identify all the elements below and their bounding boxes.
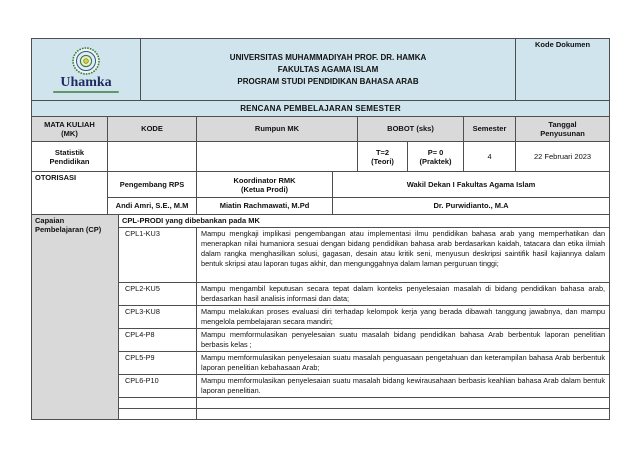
cpl-prodi-header-cell: CPL-PRODI yang dibebankan pada MK [119, 215, 610, 228]
course-kode-cell [108, 142, 197, 172]
cpl-code: CPL2-KU5 [119, 283, 197, 306]
col-header-bobot: BOBOT (sks) [358, 117, 464, 142]
cpl-code: CPL5-P9 [119, 352, 197, 375]
course-rumpun-cell [197, 142, 358, 172]
otorisasi-names-row [32, 198, 610, 215]
section-title: RENCANA PEMBELAJARAN SEMESTER [32, 101, 610, 117]
cpl-row [32, 283, 610, 306]
logo-cell [32, 39, 141, 101]
otorisasi-header-row [32, 172, 610, 198]
bobot-teori-cell: T=2 (Teori) [358, 142, 408, 172]
cpl-description: Mampu memformulasikan penyelesaian suatu masalah bidang pendidikan bahasa Arab berbentuk laporan penelitian berbasis kelas ; [197, 329, 610, 352]
col-header-mata-kuliah: MATA KULIAH (MK) [32, 117, 108, 142]
university-name: UNIVERSITAS MUHAMMADIYAH PROF. DR. HAMKA [229, 52, 427, 62]
university-title-cell [141, 39, 516, 101]
cpl-description: Mampu melakukan proses evaluasi diri terhadap kelompok kerja yang berada dibawah tanggung jawabnya, dan mampu mengelola pembelajaran secara mandiri; [197, 306, 610, 329]
bobot-praktek-cell: P= 0 (Praktek) [408, 142, 464, 172]
section-title-row [32, 101, 610, 117]
cpl-description: Mampu memformulasikan penyelesaian suatu masalah penguasaan pengetahuan dan keterampilan bahasa Arab berbentuk laporan penelitian kebahasaan Arab; [197, 352, 610, 375]
semester-value-cell: 4 [464, 142, 516, 172]
pengembang-name-cell: Andi Amri, S.E., M.M [108, 198, 197, 215]
cpl-code: CPL1-KU3 [119, 228, 197, 283]
empty-row [32, 398, 610, 409]
empty-code-cell [119, 409, 197, 420]
col-header-kode: KODE [108, 117, 197, 142]
cpl-row [32, 375, 610, 398]
cpl-description: Mampu mengambil keputusan secara tepat dalam konteks penyelesaian masalah di bidang pendidikan bahasa arab, berdasarkan hasil analisis informasi dan data; [197, 283, 610, 306]
capaian-label-cell: Capaian Pembelajaran (CP) [32, 215, 119, 420]
cpl-description: Mampu memformulasikan penyelesaian suatu masalah bidang kewirausahaan berbasis keahlian bahasa Arab dalam bentuk laporan penelitian. [197, 375, 610, 398]
cpl-row [32, 306, 610, 329]
empty-text-cell [197, 398, 610, 409]
rps-table [31, 38, 610, 420]
empty-row [32, 409, 610, 420]
course-header-row [32, 117, 610, 142]
course-name-cell: Statistik Pendidikan [32, 142, 108, 172]
pengembang-header-cell: Pengembang RPS [108, 172, 197, 198]
koordinator-name-cell: Miatin Rachmawati, M.Pd [197, 198, 333, 215]
cpl-code: CPL6-P10 [119, 375, 197, 398]
col-header-rumpun: Rumpun MK [197, 117, 358, 142]
rps-document [31, 38, 610, 420]
uhamka-logo [35, 46, 137, 93]
koordinator-header-cell: Koordinator RMK (Ketua Prodi) [197, 172, 333, 198]
wakil-name-cell: Dr. Purwidianto., M.A [333, 198, 610, 215]
otorisasi-label-cell: OTORISASI [32, 172, 108, 215]
col-header-tanggal: Tanggal Penyusunan [516, 117, 610, 142]
logo-tagline-bar [53, 91, 119, 93]
cpl-description: Mampu mengkaji implikasi pengembangan atau implementasi ilmu pendidikan bahasa arab yang memperhatikan dan menerapkan nilai humaniora sesuai dengan bidang pendidikan bahasa arab berdasarkan kaidah, tatacara dan etika ilmiah dalam rangka menghasilkan solusi, gagasan, desain atau kritik seni, menyusun deskripsi saintifik hasil kajiannya dalam bentuk skripsi atau laporan tugas akhir, dan mengunggahnya dalam laman perguruan tinggi; [197, 228, 610, 283]
program-name: PROGRAM STUDI PENDIDIKAN BAHASA ARAB [237, 76, 419, 86]
cpl-code: CPL3-KU8 [119, 306, 197, 329]
kode-dokumen-cell: Kode Dokumen [516, 39, 610, 101]
banner-row [32, 39, 610, 101]
tanggal-value-cell: 22 Februari 2023 [516, 142, 610, 172]
cpl-code: CPL4-P8 [119, 329, 197, 352]
course-values-row [32, 142, 610, 172]
uhamka-emblem-icon [71, 46, 101, 76]
empty-code-cell [119, 398, 197, 409]
empty-text-cell [197, 409, 610, 420]
wakil-header-cell: Wakil Dekan I Fakultas Agama Islam [333, 172, 610, 198]
faculty-name: FAKULTAS AGAMA ISLAM [277, 64, 379, 74]
cpl-row [32, 228, 610, 283]
cpl-row [32, 352, 610, 375]
cpl-header-row [32, 215, 610, 228]
cpl-row [32, 329, 610, 352]
col-header-semester: Semester [464, 117, 516, 142]
logo-wordmark: Uhamka [60, 75, 112, 90]
